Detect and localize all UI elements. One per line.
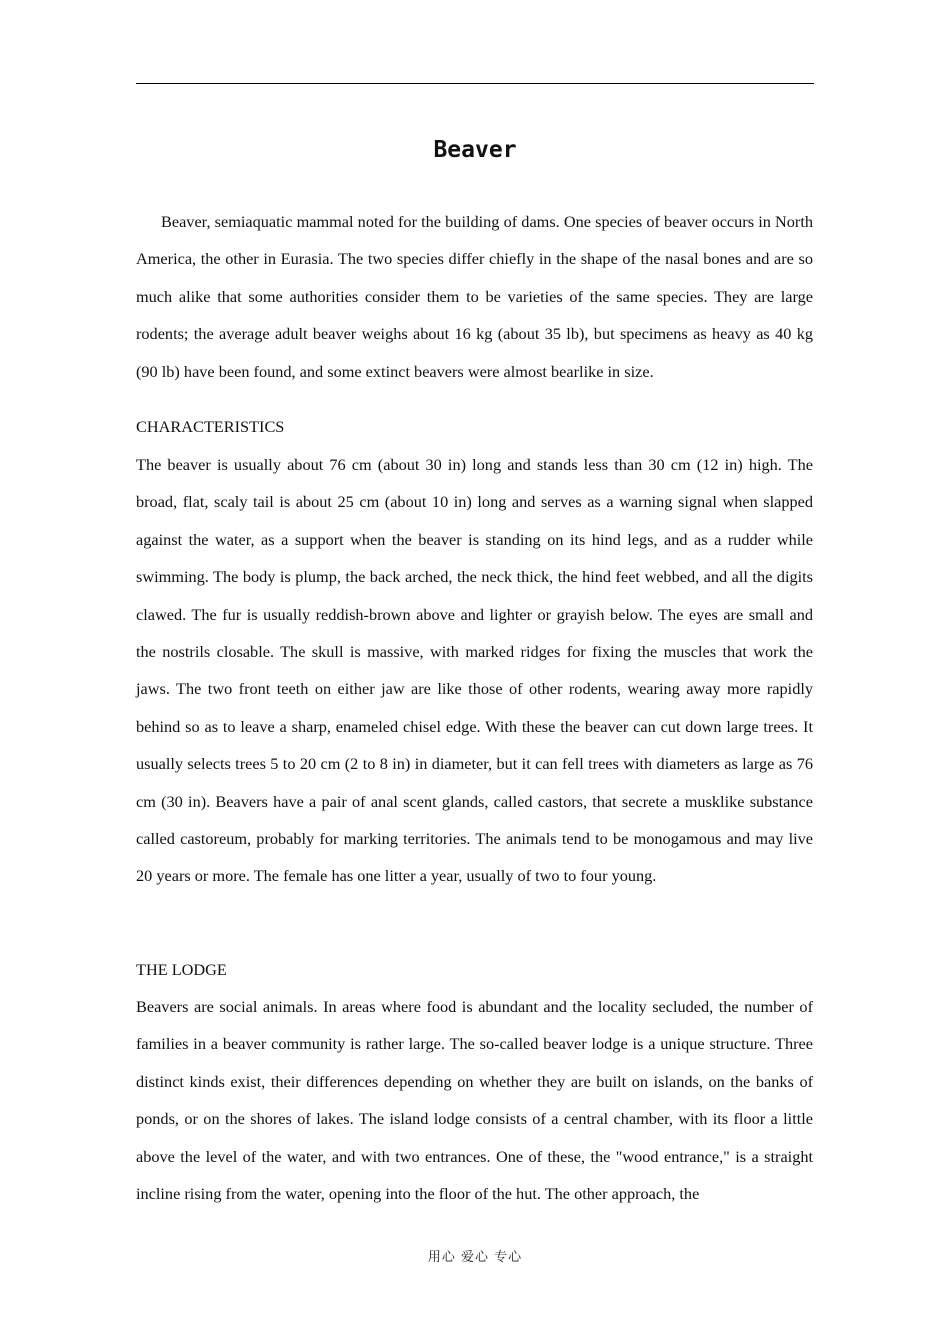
section-heading-lodge: THE LODGE — [136, 960, 227, 979]
intro-paragraph: Beaver, semiaquatic mammal noted for the building of dams. One species of beaver occurs in North America, the other in Eurasia. The two species differ chiefly in the shape of the nasal bones and are so much alike that some authorities consider them to be varieties of the same species. They are large rodents; the average adult beaver weighs about 16 kg (about 35 lb), but specimens as heavy as 40 kg (90 lb) have been found, and some extinct beavers were almost bearlike in size. — [136, 212, 813, 381]
page-footer: 用心 爱心 专心 — [427, 1250, 523, 1265]
section-paragraph-characteristics: The beaver is usually about 76 cm (about 30 in) long and stands less than 30 cm (12 in) high. The broad, flat, scaly tail is about 25 cm (about 10 in) long and serves as a warning signal when slapped against the water, as a support when the beaver is standing on its hind legs, and as a rudder while swimming. The body is plump, the back arched, the neck thick, the hind feet webbed, and all the digits clawed. The fur is usually reddish-brown above and lighter or grayish below. The eyes are small and the nostrils closable. The skull is massive, with marked ridges for fixing the muscles that work the jaws. The two front teeth on either jaw are like those of other rodents, wearing away more rapidly behind so as to leave a sharp, enameled chisel edge. With these the beaver can cut down large trees. It usually selects trees 5 to 20 cm (2 to 8 in) in diameter, but it can fell trees with diameters as large as 76 cm (30 in). Beavers have a pair of anal scent glands, called castors, that secrete a musklike substance called castoreum, probably for marking territories. The animals tend to be monogamous and may live 20 years or more. The female has one litter a year, usually of two to four young. — [136, 455, 813, 886]
section-heading-characteristics: CHARACTERISTICS — [136, 417, 285, 436]
header-rule — [136, 83, 814, 84]
document-title: Beaver — [433, 137, 517, 163]
section-paragraph-lodge: Beavers are social animals. In areas where food is abundant and the locality secluded, the number of families in a beaver community is rather large. The so-called beaver lodge is a unique structure. Three distinct kinds exist, their differences depending on whether they are built on islands, on the banks of ponds, or on the shores of lakes. The island lodge consists of a central chamber, with its floor a little above the level of the water, and with two entrances. One of these, the "wood entrance," is a straight incline rising from the water, opening into the floor of the hut. The other approach, the — [136, 997, 813, 1204]
